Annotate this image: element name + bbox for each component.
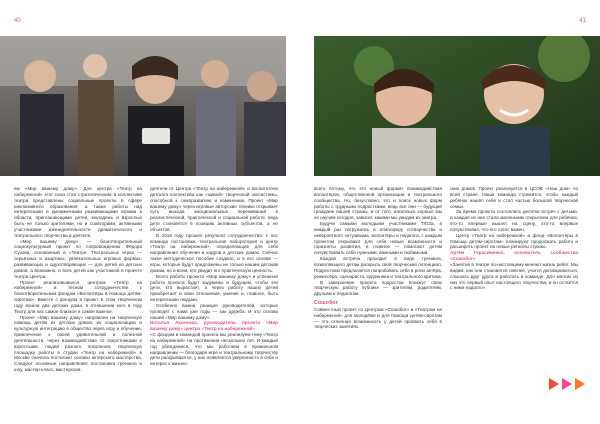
left-col2-para: деятели от Центра «Театр на набережной» и воспитатели детского коллектива как «живой» творческой экосистемы, способной к саморазвитию и изменению. Проект «Мир вашему дому» через игровые авторские техники открывает путь выхода эмоциональных переживаний в реалистической, практической и социальной работе, ведь дети становятся в позицию активных субъектов, а не объектов. [150, 186, 278, 232]
left-col1-para: Проект реализовывался центром «Театр на набережной» в тесном сотрудничестве с благотворительным фондом «Волонтёры в помощь детям-сиротам». Вместе с фондом в проект в этом творческом году вошли два детских дома, в отношении кого в году Театр для нас самое близкое и самое важное. [14, 279, 142, 314]
page-number-right: 41 [579, 18, 586, 24]
arrow-right-icon [575, 378, 585, 390]
left-column-2 [150, 186, 278, 418]
right-col1-para: Каждая встреча проходит в виде тренинга, позволяющего детям раскрыть свой творческий потенциал. Подросткам предлагается попробовать себя в роли актёра, режиссёра, сценариста, художника и театрального критика. [314, 256, 442, 279]
left-col2-para: В 2018 году прошел результат сотрудничества: с нас команда постановки, театральная лаборатория и центр «Театр на набережной», определяющие для себя направления обучения и кадров в детских домах. Сейчас такое методическое пособие создано, и в его основе — игры, которые будут предложены не только нашим детским домам, но и всем, кто увидит его практическую ценность. [150, 232, 278, 273]
arrow-right-icon [549, 378, 559, 390]
arrow-right-icon [562, 378, 572, 390]
right-col1-para: Будучи самыми молодыми участниками ТЮЗа, в каждый раз погружаясь в атмосферу сотворчества и невероятного энтузиазма, волонтёры и педагоги, с каждым проектом открывают для себя новые возможности и горизонты развития, и главное — помогают детям почувствовать себя нужными, важными и любимыми. [314, 221, 442, 256]
right-subheading: Сошобог [314, 300, 338, 307]
right-quote-name: Артём Герасименко, основатель сообщества «Сошобог» [450, 250, 578, 262]
right-col2-para: За время проекта состоялись десятки встреч с детьми, и каждая из них стала маленьким открытием для ребёнка: кто-то впервые вышел на сцену, кто-то впервые почувствовал, что его голос важен. [450, 209, 578, 232]
right-page [300, 0, 600, 424]
photo-smiling-boys [314, 36, 600, 176]
page-number-left: 40 [14, 18, 21, 24]
left-column-1 [14, 186, 142, 418]
left-col2-para: Всего работы проекта «Мир вашему дому» и успешная работа проекта будут задуманы в будущем, чтобы эти дети, кто вырастает, а через работу наших детей приобретает и свои отношения, умение и, главное, быть интересными людьми. [150, 273, 278, 303]
right-quote-text: «Занятия в театре по-настоящему меняют жизнь ребят. Мы видим, как они становятся смелее, учатся договариваться, слышать друг друга и работать в команде. Для многих из них это первый опыт настоящего творчества, и он остаётся с ними надолго». [450, 261, 578, 291]
left-col1-para: «Мир вашему дому» — благотворительный социокультурный проект по сопровождению Фёдора Сухова, основанный в «Театре. Театральных играх — серьёзных и азартных, увлекательных игровых формах, развивающих и одухотворяющих — для детей из детских домов, а возможно, и всех детей как участников в проекте театра Центра. [14, 238, 142, 279]
right-subheading-text: Совместный проект со Центром «Сошобог» и «Театром на набережной» для молодёжи и для помощи детям-сиротам — это отличная возможность у детей проявить себя в творческих занятиях. [314, 306, 442, 330]
right-col1-para: всего потому, что это новый формат взаимодействия волонтёров, общественной организации и театрального сообщества. Но, безусловно, это и поиск новых форм работы с трудными подростками, ведь все они — будущие граждане нашей страны, и от того, насколько хорошо мы их научим сегодня, зависит, какими мы увидим их завтра. [314, 186, 442, 221]
photo-children-crowd [0, 36, 286, 176]
left-col1-para: ем «Мир вашему дому». Для центра «Театр на набережной» этот союз стал стратегическим: в коллективе театра представлены социальные проекты в сфере инклюзивного образования, а также работы над интересными и динамичными развивающими играми в области, приглашающими детей, молодежь и взрослых быть не только зрителями, но и соавторами, активными участниками жизнедеятельности драматического и театрального творчества и деятеля. [14, 186, 142, 238]
right-column-1 [314, 186, 442, 418]
left-quote-name: Наталья Аксенова, руководитель проекта «Мир вашему дому» центра «Театр на набережной» [150, 320, 278, 332]
left-col1-para: Проект «Мир вашему дому» направлен на творческую помощь детям из детских домов, их социализацию и культурную интеграцию в общество через игру и обучение, привлечение к своей удивительной и полезной деятельности, через взаимодействие со сверстниками и взрослыми, людей разного поколения; творческую площадку работы в студии «Театр на набережной» в Москве сначала постигают основы актёрского мастерства. Следуют основные направления: постановка тренинга и шоу, мастер-класс, мастерская. [14, 314, 142, 373]
right-col2-para: ских домов. Проект реализуется в ЦСОВ «Наш дом» по всей стране. Наша команда стремится, чтобы каждый ребёнок нашёл себя и стал частью большой творческой семьи. [450, 186, 578, 209]
left-col2-para: Особенно важна реакция руководителей, которые проводят с нами уже годы — как дружба. И это основа нашей «Мир вашему дому». [150, 302, 278, 320]
right-col2-para: Центр «Театр на набережной» и фонд «Волонтёры в помощь детям-сиротам» планируют продолжать работу и расширять проект на новые регионы страны. [450, 232, 578, 250]
next-page-arrows [549, 378, 585, 390]
left-quote-text: «С фондом и командой проекта мы реализуем тему «Театр на набережной» на протяжении нескольких лет. И каждый год убеждаемся, что мы работаем в правильном направлении — благодаря игре и театральному творчеству дети раскрываются, у них появляется уверенность в себе и интерес к жизни». [150, 332, 278, 367]
right-col1-para: В завершение проекта подростки покажут свою творческую работу публике — зрителям, родителям, друзьям и педагогам. [314, 279, 442, 297]
